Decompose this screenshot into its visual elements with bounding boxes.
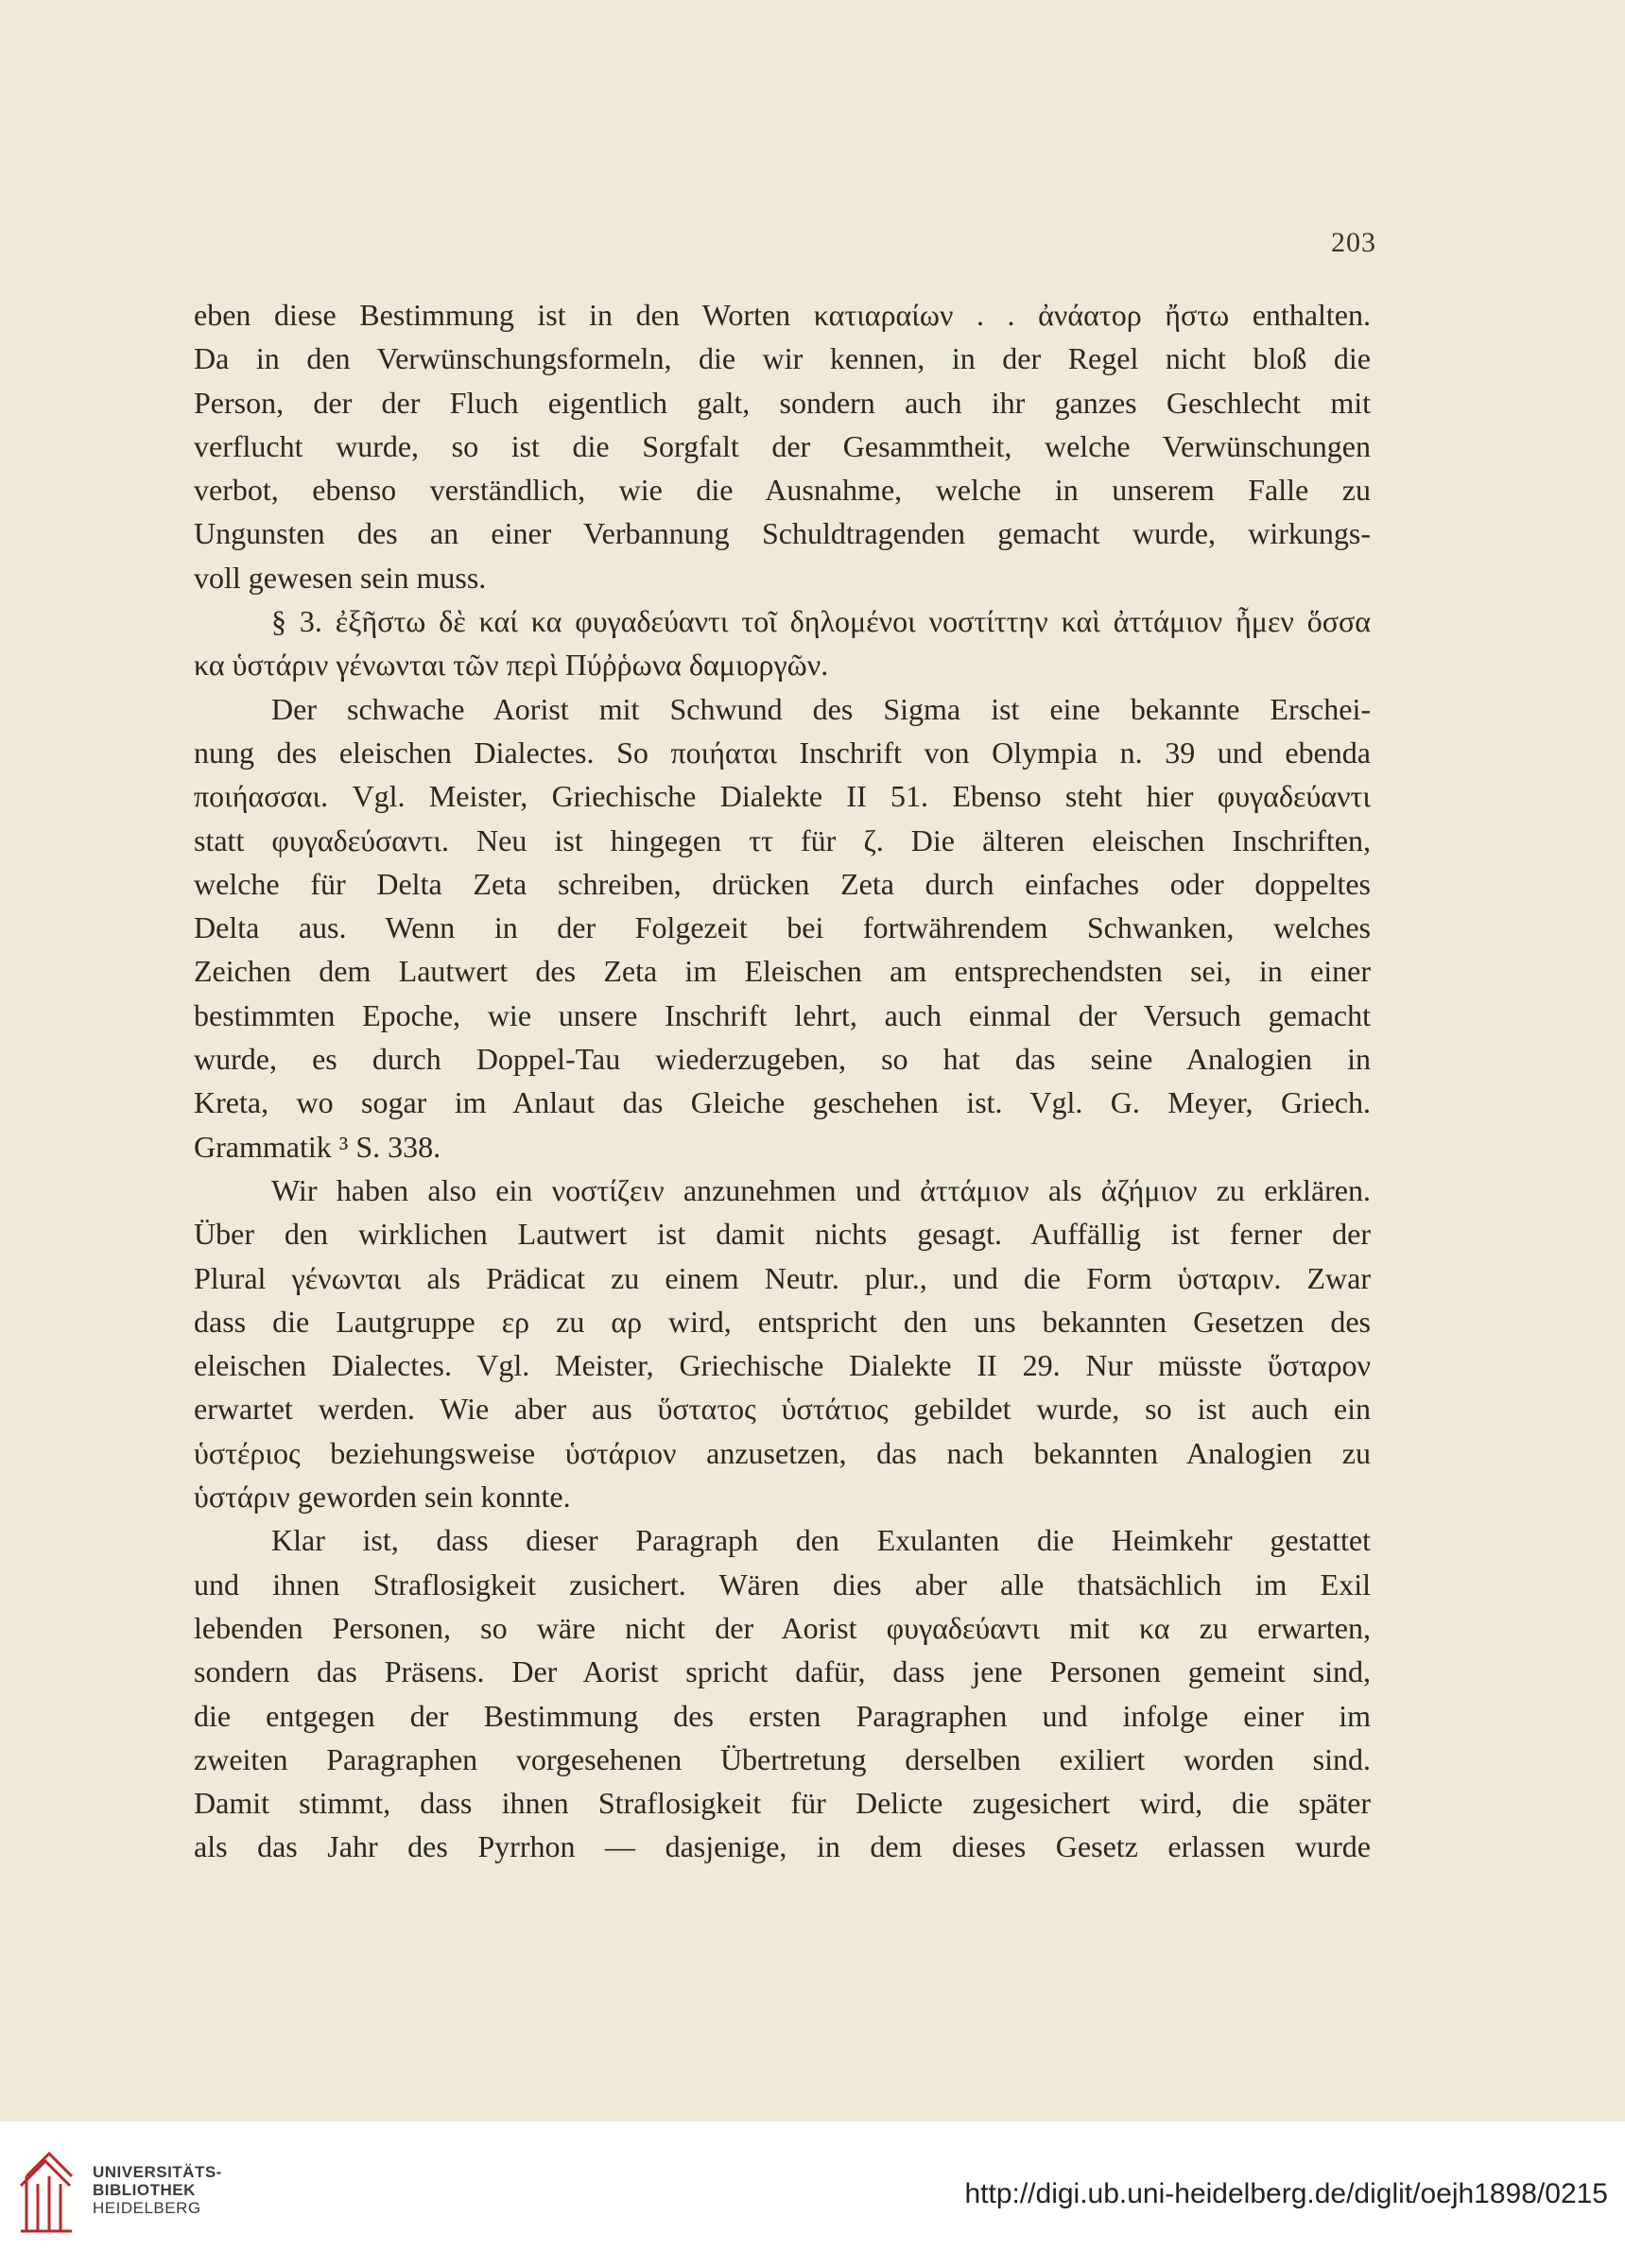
- text-line: § 3. ἐξῆστω δὲ καί κα φυγαδεύαντι τοῖ δηλομένοι νοστίττην καὶ ἀττάμιον ἦμεν ὅσσα: [271, 604, 1371, 639]
- text-line: erwartet werden. Wie aber aus ὕστατος ὑστάτιος gebildet wurde, so ist auch ein: [194, 1392, 1371, 1427]
- text-line: wurde, es durch Doppel-Tau wiederzugeben, so hat das seine Analogien in: [194, 1042, 1371, 1077]
- text-line: nung des eleischen Dialectes. So ποιήαται Inschrift von Olympia n. 39 und ebenda: [194, 735, 1371, 770]
- text-line: welche für Delta Zeta schreiben, drücken Zeta durch einfaches oder doppeltes: [194, 866, 1371, 901]
- text-line: die entgegen der Bestimmung des ersten Paragraphen und infolge einer im: [194, 1698, 1371, 1733]
- text-line: dass die Lautgruppe ερ zu αρ wird, entspricht den uns bekannten Gesetzen des: [194, 1304, 1371, 1339]
- institution-line-2: BIBLIOTHEK: [93, 2181, 196, 2199]
- text-line: Über den wirklichen Lautwert ist damit nichts gesagt. Auffällig ist ferner der: [194, 1217, 1371, 1252]
- text-line: Damit stimmt, dass ihnen Straflosigkeit für Delicte zugesichert wird, die später: [194, 1786, 1371, 1821]
- text-line: Zeichen dem Lautwert des Zeta im Eleischen am entsprechendsten sei, in einer: [194, 954, 1371, 989]
- text-line: und ihnen Straflosigkeit zusichert. Wären dies aber alle thatsächlich im Exil: [194, 1567, 1371, 1601]
- institution-line-3: HEIDELBERG: [93, 2199, 201, 2217]
- text-line: eleischen Dialectes. Vgl. Meister, Griechische Dialekte II 29. Nur müsste ὕσταρον: [194, 1348, 1371, 1383]
- text-line: Delta aus. Wenn in der Folgezeit bei fortwährendem Schwanken, welches: [194, 910, 1371, 945]
- text-line: bestimmten Epoche, wie unsere Inschrift lehrt, auch einmal der Versuch gemacht: [194, 997, 1371, 1032]
- text-line: Der schwache Aorist mit Schwund des Sigma ist eine bekannte Erschei-: [271, 691, 1371, 726]
- text-line: zweiten Paragraphen vorgesehenen Übertretung derselben exiliert worden sind.: [194, 1741, 1371, 1776]
- page-number: 203: [1331, 227, 1376, 258]
- text-line: ποιήασσαι. Vgl. Meister, Griechische Dialekte II 51. Ebenso steht hier φυγαδεύαντι: [194, 779, 1371, 814]
- institution-line-1: UNIVERSITÄTS-: [93, 2163, 222, 2181]
- text-line: ὑστέριος beziehungsweise ὑστάριον anzusetzen, das nach bekannten Analogien zu: [194, 1435, 1371, 1470]
- footer-bar: [0, 2121, 1625, 2268]
- text-line: Person, der der Fluch eigentlich galt, sondern auch ihr ganzes Geschlecht mit: [194, 385, 1371, 420]
- institution-name: [93, 2163, 222, 2217]
- library-logo-icon: [17, 2148, 76, 2237]
- text-line: ὑστάριν geworden sein konnte.: [194, 1480, 571, 1515]
- text-line: Wir haben also ein νοστίζειν anzunehmen und ἀττάμιον als ἀζήμιον zu erklären.: [271, 1172, 1371, 1207]
- text-line: verbot, ebenso verständlich, wie die Ausnahme, welche in unserem Falle zu: [194, 473, 1371, 508]
- text-line: lebenden Personen, so wäre nicht der Aorist φυγαδεύαντι mit κα zu erwarten,: [194, 1610, 1371, 1645]
- body-text: [194, 293, 1371, 1869]
- text-line: als das Jahr des Pyrrhon — dasjenige, in dem dieses Gesetz erlassen wurde: [194, 1829, 1371, 1864]
- text-line: verflucht wurde, so ist die Sorgfalt der Gesammtheit, welche Verwünschungen: [194, 428, 1371, 463]
- source-url-link[interactable]: http://digi.ub.uni-heidelberg.de/diglit/oejh1898/0215: [964, 2178, 1608, 2209]
- text-line: sondern das Präsens. Der Aorist spricht dafür, dass jene Personen gemeint sind,: [194, 1654, 1371, 1689]
- text-line: statt φυγαδεύσαντι. Neu ist hingegen ττ für ζ. Die älteren eleischen Inschriften,: [194, 822, 1371, 857]
- text-line: κα ὑστάριν γένωνται τῶν περὶ Πύῤῥωνα δαμιοργῶν.: [194, 648, 829, 683]
- text-line: Plural γένωνται als Prädicat zu einem Neutr. plur., und die Form ὑσταριν. Zwar: [194, 1260, 1371, 1295]
- text-line: Da in den Verwünschungsformeln, die wir kennen, in der Regel nicht bloß die: [194, 341, 1371, 376]
- text-line: Grammatik ³ S. 338.: [194, 1129, 441, 1164]
- text-line: eben diese Bestimmung ist in den Worten κατιαραίων . . ἀνάατορ ἤστω enthalten.: [194, 298, 1371, 332]
- text-line: Ungunsten des an einer Verbannung Schuldtragenden gemacht wurde, wirkungs-: [194, 516, 1371, 551]
- text-line: Kreta, wo sogar im Anlaut das Gleiche geschehen ist. Vgl. G. Meyer, Griech.: [194, 1085, 1371, 1120]
- text-line: voll gewesen sein muss.: [194, 560, 487, 595]
- text-line: Klar ist, dass dieser Paragraph den Exulanten die Heimkehr gestattet: [271, 1523, 1371, 1558]
